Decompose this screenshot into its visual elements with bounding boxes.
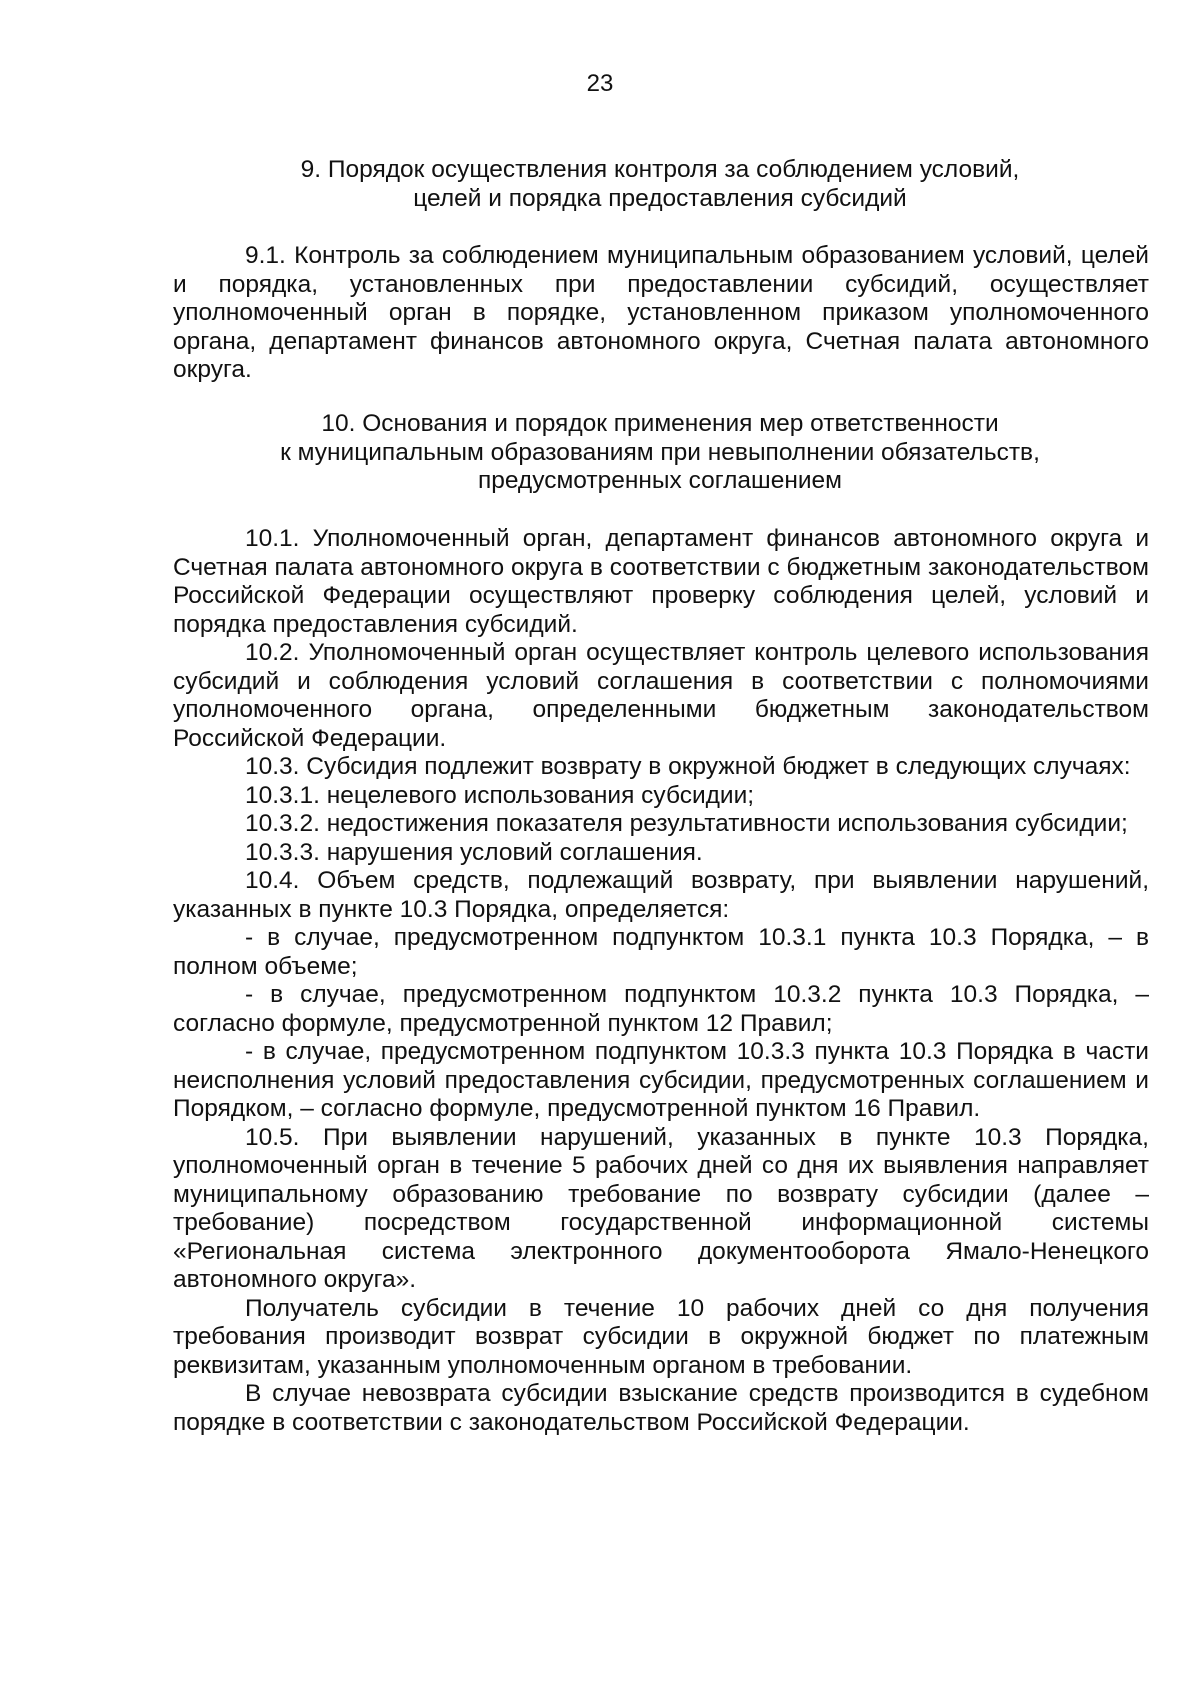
heading-line: 10. Основания и порядок применения мер ответственности <box>321 410 999 437</box>
heading-line: 9. Порядок осуществления контроля за соблюдением условий, <box>300 156 1020 183</box>
paragraph-10-3-2: 10.3.2. недостижения показателя результативности использования субсидии; <box>245 810 1128 837</box>
list-item-10-3-3-case: - в случае, предусмотренном подпунктом 10.3.3 пункта 10.3 Порядка в части неисполнения условий предоставления субсидии, предусмотренных соглашением и Порядком, – согласно формуле, предусмотренной пунктом 16 Правил. <box>173 1038 1149 1122</box>
paragraph-10-5: 10.5. При выявлении нарушений, указанных в пункте 10.3 Порядка, уполномоченный орган в течение 5 рабочих дней со дня их выявления направляет муниципальному образованию требование по возврату субсидии (далее – требование) посредством государственной информационной системы «Региональная система электронного документооборота Ямало-Ненецкого автономного округа». <box>173 1123 1149 1293</box>
paragraph-recipient-return: Получатель субсидии в течение 10 рабочих дней со дня получения требования производит возврат субсидии в окружной бюджет по платежным реквизитам, указанным уполномоченным органом в требовании. <box>173 1294 1149 1379</box>
section-10-body <box>173 525 1149 1437</box>
heading-line: целей и порядка предоставления субсидий <box>413 184 907 212</box>
heading-line: к муниципальным образованиям при невыполнении обязательств, <box>280 438 1040 466</box>
section-9-heading <box>170 156 1150 213</box>
paragraph-10-2: 10.2. Уполномоченный орган осуществляет контроль целевого использования субсидий и соблюдения условий соглашения в соответствии с полномочиями уполномоченного органа, определенными бюджетным законодательством Российской Федерации. <box>173 639 1149 752</box>
paragraph-10-3-3: 10.3.3. нарушения условий соглашения. <box>245 838 703 866</box>
paragraph-9-1: 9.1. Контроль за соблюдением муниципальным образованием условий, целей и порядка, установленных при предоставлении субсидий, осуществляет уполномоченный орган в порядке, установленном приказом уполномоченного органа, департамент финансов автономного округа, Счетная палата автономного округа. <box>173 242 1149 383</box>
list-item-10-3-2-case: - в случае, предусмотренном подпунктом 10.3.2 пункта 10.3 Порядка, – согласно формуле, предусмотренной пунктом 12 Правил; <box>173 981 1149 1037</box>
paragraph-10-4: 10.4. Объем средств, подлежащий возврату, при выявлении нарушений, указанных в пункте 10.3 Порядка, определяется: <box>173 867 1149 923</box>
section-10-heading <box>170 410 1150 496</box>
paragraph-10-3: 10.3. Субсидия подлежит возврату в окружной бюджет в следующих случаях: <box>245 753 1131 780</box>
list-item-10-3-1-case: - в случае, предусмотренном подпунктом 10.3.1 пункта 10.3 Порядка, – в полном объеме; <box>173 924 1149 980</box>
paragraph-10-3-1: 10.3.1. нецелевого использования субсидии; <box>245 781 755 809</box>
heading-line: предусмотренных соглашением <box>477 467 843 494</box>
paragraph-court-recovery: В случае невозврата субсидии взыскание средств производится в судебном порядке в соответствии с законодательством Российской Федерации. <box>173 1380 1149 1436</box>
page-number: 23 <box>586 70 614 97</box>
paragraph-10-1: 10.1. Уполномоченный орган, департамент финансов автономного округа и Счетная палата автономного округа в соответствии с бюджетным законодательством Российской Федерации осуществляют проверку соблюдения целей, условий и порядка предоставления субсидий. <box>173 525 1149 638</box>
section-9-body <box>173 242 1149 385</box>
